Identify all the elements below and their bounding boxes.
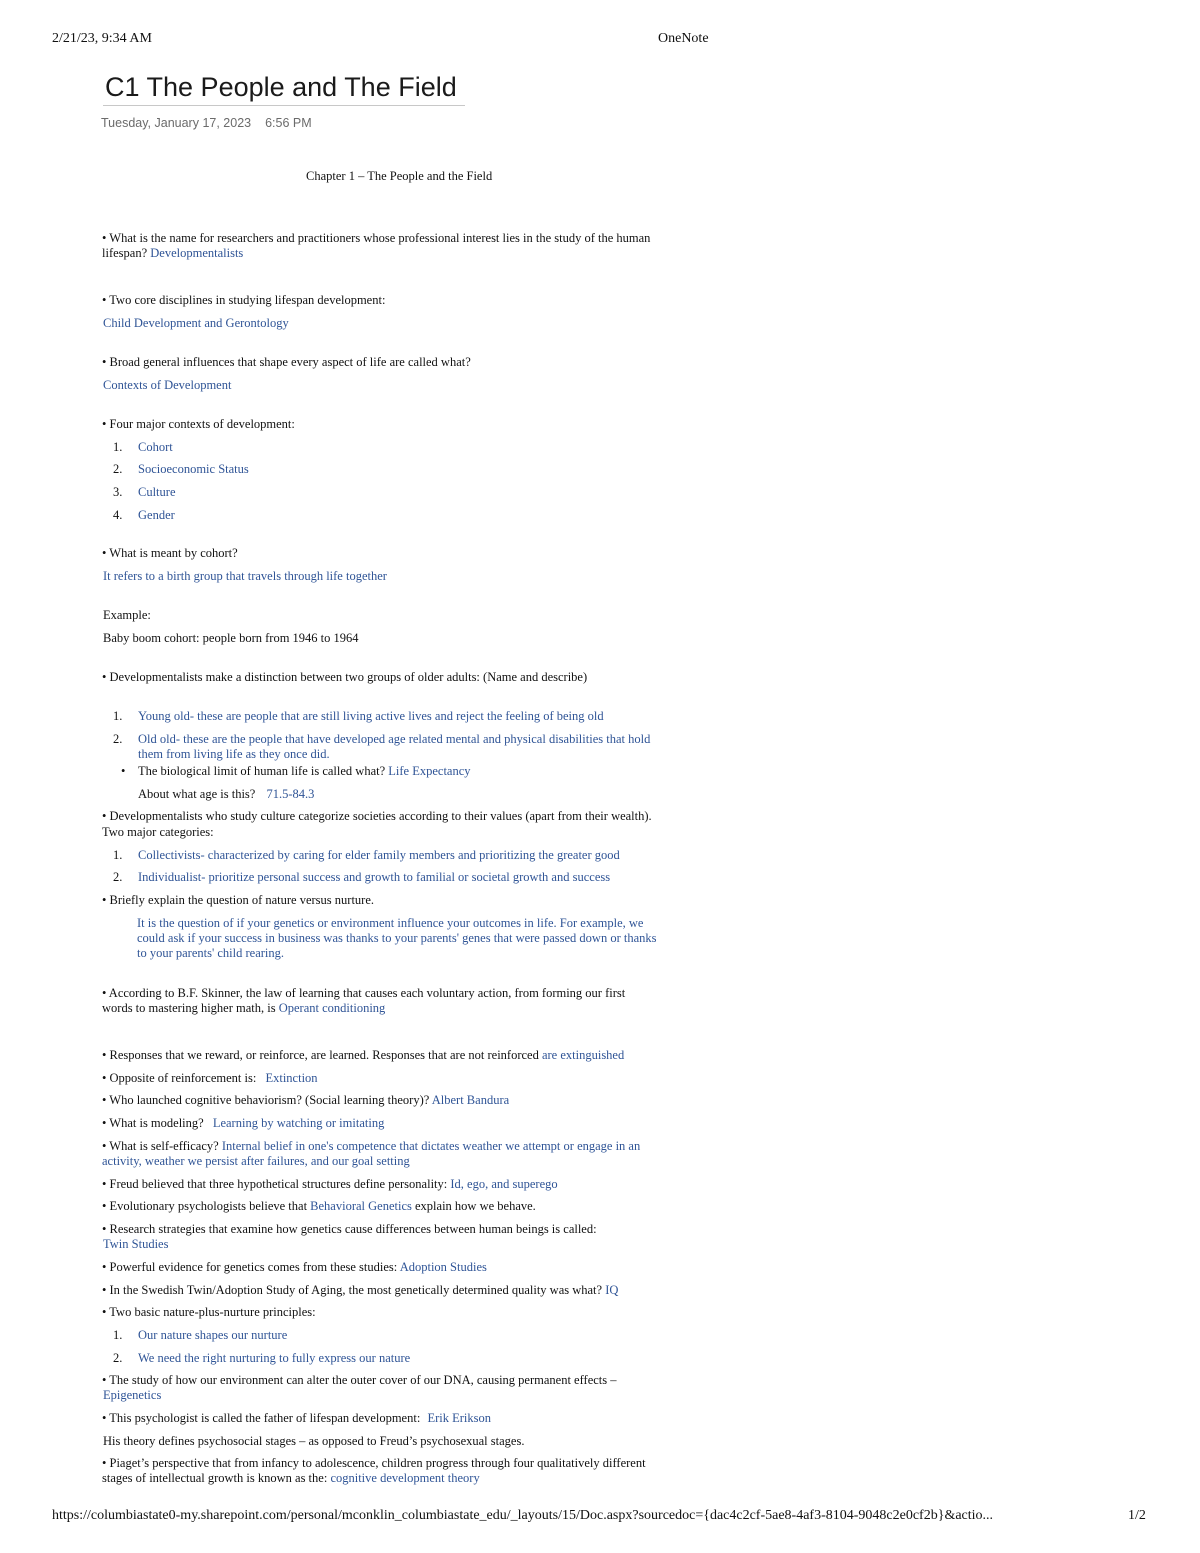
q12-answer: Albert Bandura bbox=[431, 1093, 510, 1107]
q4-item: Socioeconomic Status bbox=[138, 462, 249, 476]
q6-item1-number: 1. bbox=[113, 709, 123, 723]
q6-item2-number: 2. bbox=[113, 732, 123, 746]
q7-item2-number: 2. bbox=[113, 870, 123, 884]
q16-line bbox=[102, 1199, 536, 1215]
q15-question: • Freud believed that three hypothetical structures define personality: bbox=[102, 1177, 451, 1191]
q22-question: • This psychologist is called the father of lifespan development: bbox=[102, 1411, 424, 1425]
q1-answer: Developmentalists bbox=[150, 246, 244, 260]
q6-item1: Young old- these are people that are still living active lives and reject the feeling of being old bbox=[138, 709, 604, 723]
q2-answer: Child Development and Gerontology bbox=[103, 316, 289, 330]
q11-question: • Opposite of reinforcement is: bbox=[102, 1071, 260, 1085]
q14-question: • What is self-efficacy? bbox=[102, 1139, 222, 1153]
q16-question-part2: explain how we behave. bbox=[411, 1199, 536, 1213]
q20-question: • Two basic nature-plus-nurture principles: bbox=[102, 1305, 316, 1319]
q21-question: • The study of how our environment can alter the outer cover of our DNA, causing permanent effects – bbox=[102, 1373, 617, 1387]
q5-answer: It refers to a birth group that travels through life together bbox=[103, 569, 387, 583]
print-footer-page-number: 1/2 bbox=[1128, 1508, 1146, 1523]
example-text: Baby boom cohort: people born from 1946 to 1964 bbox=[103, 631, 359, 645]
q13-answer: Learning by watching or imitating bbox=[212, 1116, 385, 1130]
q4-item: Gender bbox=[138, 508, 175, 522]
q15-answer: Id, ego, and superego bbox=[450, 1177, 558, 1191]
q23-answer: cognitive development theory bbox=[330, 1471, 480, 1485]
q18-answer: Adoption Studies bbox=[399, 1260, 487, 1274]
print-footer-url: https://columbiastate0-my.sharepoint.com/personal/mconklin_columbiastate_edu/_layouts/15/Doc.aspx?sourcedoc={dac4c2cf-5ae8-4af3-8104-9048c2e0cf2b}&actio... bbox=[52, 1508, 994, 1523]
q6-item2-line2: them from living life as they once did. bbox=[138, 747, 330, 761]
q19-answer: IQ bbox=[605, 1283, 619, 1297]
q6-age-question bbox=[138, 787, 314, 803]
page-date-text: Tuesday, January 17, 2023 bbox=[101, 116, 252, 130]
q8-answer-line3: to your parents' child rearing. bbox=[137, 946, 284, 960]
example-label: Example: bbox=[103, 608, 151, 622]
q11-answer: Extinction bbox=[265, 1071, 318, 1085]
print-datetime: 2/21/23, 9:34 AM bbox=[52, 31, 152, 46]
q17-question: • Research strategies that examine how genetics cause differences between human beings is called: bbox=[102, 1222, 597, 1236]
q4-item-number: 4. bbox=[113, 508, 123, 522]
q22-line bbox=[102, 1411, 491, 1427]
q23-question-text: stages of intellectual growth is known as the: bbox=[102, 1471, 331, 1485]
q16-answer: Behavioral Genetics bbox=[310, 1199, 412, 1213]
q14-answer-line1: Internal belief in one's competence that dictates weather we attempt or engage in an bbox=[221, 1139, 641, 1153]
q8-question: • Briefly explain the question of nature versus nurture. bbox=[102, 893, 375, 907]
q13-question: • What is modeling? bbox=[102, 1116, 207, 1130]
q1-question-text: lifespan? bbox=[102, 246, 151, 260]
q4-item-number: 3. bbox=[113, 485, 123, 499]
q9-question-text: words to mastering higher math, is bbox=[102, 1001, 279, 1015]
chapter-heading: Chapter 1 – The People and the Field bbox=[306, 169, 493, 183]
page-title[interactable]: C1 The People and The Field bbox=[103, 72, 465, 106]
q4-question: • Four major contexts of development: bbox=[102, 417, 295, 431]
q3-answer: Contexts of Development bbox=[103, 378, 232, 392]
q23-question-line2 bbox=[102, 1471, 480, 1487]
page-date bbox=[101, 116, 312, 130]
q6-age-answer: 71.5-84.3 bbox=[266, 787, 315, 801]
q8-answer-line2: could ask if your success in business was thanks to your parents' genes that were passed down or thanks bbox=[137, 931, 657, 945]
q20-item: Our nature shapes our nurture bbox=[138, 1328, 288, 1342]
q9-answer: Operant conditioning bbox=[278, 1001, 386, 1015]
q20-item: We need the right nurturing to fully express our nature bbox=[138, 1351, 411, 1365]
q13-line bbox=[102, 1116, 384, 1132]
q3-question: • Broad general influences that shape every aspect of life are called what? bbox=[102, 355, 471, 369]
q6-item2-line1: Old old- these are the people that have developed age related mental and physical disabilities that hold bbox=[138, 732, 651, 746]
q15-line bbox=[102, 1177, 558, 1193]
q6-question: • Developmentalists make a distinction between two groups of older adults: (Name and describe) bbox=[102, 670, 588, 684]
q20-item-number: 1. bbox=[113, 1328, 123, 1342]
q6-age-question-text: About what age is this? bbox=[138, 787, 259, 801]
q7-item1: Collectivists- characterized by caring for elder family members and prioritizing the greater good bbox=[138, 848, 620, 862]
q14-answer-line2: activity, weather we persist after failures, and our goal setting bbox=[102, 1154, 410, 1168]
q7-question-line2: Two major categories: bbox=[102, 825, 214, 839]
q14-line bbox=[102, 1139, 640, 1155]
q4-item: Cohort bbox=[138, 440, 173, 454]
q23-question-line1: • Piaget’s perspective that from infancy to adolescence, children progress through four qualitatively different bbox=[102, 1456, 646, 1470]
q6-sub-answer: Life Expectancy bbox=[388, 764, 471, 778]
print-app-name: OneNote bbox=[658, 31, 709, 46]
q10-answer: are extinguished bbox=[541, 1048, 625, 1062]
q22-answer: Erik Erikson bbox=[427, 1411, 491, 1425]
q7-item1-number: 1. bbox=[113, 848, 123, 862]
q1-question-line2 bbox=[102, 246, 243, 262]
q20-item-number: 2. bbox=[113, 1351, 123, 1365]
q6-sub-question bbox=[138, 764, 471, 780]
q18-question: • Powerful evidence for genetics comes from these studies: bbox=[102, 1260, 400, 1274]
q19-question: • In the Swedish Twin/Adoption Study of Aging, the most genetically determined quality was what? bbox=[102, 1283, 606, 1297]
q4-item: Culture bbox=[138, 485, 176, 499]
q12-line bbox=[102, 1093, 509, 1109]
q9-question-line1: • According to B.F. Skinner, the law of learning that causes each voluntary action, from forming our first bbox=[102, 986, 626, 1000]
q2-question: • Two core disciplines in studying lifespan development: bbox=[102, 293, 386, 307]
q16-question-part1: • Evolutionary psychologists believe that bbox=[102, 1199, 311, 1213]
q6-sub-bullet: • bbox=[121, 764, 126, 778]
q5-question: • What is meant by cohort? bbox=[102, 546, 238, 560]
q22-followup: His theory defines psychosocial stages – as opposed to Freud’s psychosexual stages. bbox=[103, 1434, 525, 1448]
q11-line bbox=[102, 1071, 318, 1087]
q8-answer-line1: It is the question of if your genetics or environment influence your outcomes in life. For example, we bbox=[137, 916, 644, 930]
q4-item-number: 2. bbox=[113, 462, 123, 476]
q10-question: • Responses that we reward, or reinforce, are learned. Responses that are not reinforced bbox=[102, 1048, 542, 1062]
q7-question-line1: • Developmentalists who study culture categorize societies according to their values (apart from their wealth). bbox=[102, 809, 652, 823]
q9-question-line2 bbox=[102, 1001, 385, 1017]
page-time-text: 6:56 PM bbox=[265, 116, 312, 130]
q21-answer: Epigenetics bbox=[103, 1388, 162, 1402]
q7-item2: Individualist- prioritize personal success and growth to familial or societal growth and success bbox=[138, 870, 611, 884]
q12-question: • Who launched cognitive behaviorism? (Social learning theory)? bbox=[102, 1093, 432, 1107]
q1-question-line1: • What is the name for researchers and practitioners whose professional interest lies in the study of the human bbox=[102, 231, 651, 245]
q17-answer: Twin Studies bbox=[103, 1237, 169, 1251]
q18-line bbox=[102, 1260, 487, 1276]
q6-sub-question-text: The biological limit of human life is called what? bbox=[138, 764, 389, 778]
q10-line bbox=[102, 1048, 624, 1064]
q4-item-number: 1. bbox=[113, 440, 123, 454]
q19-line bbox=[102, 1283, 618, 1299]
